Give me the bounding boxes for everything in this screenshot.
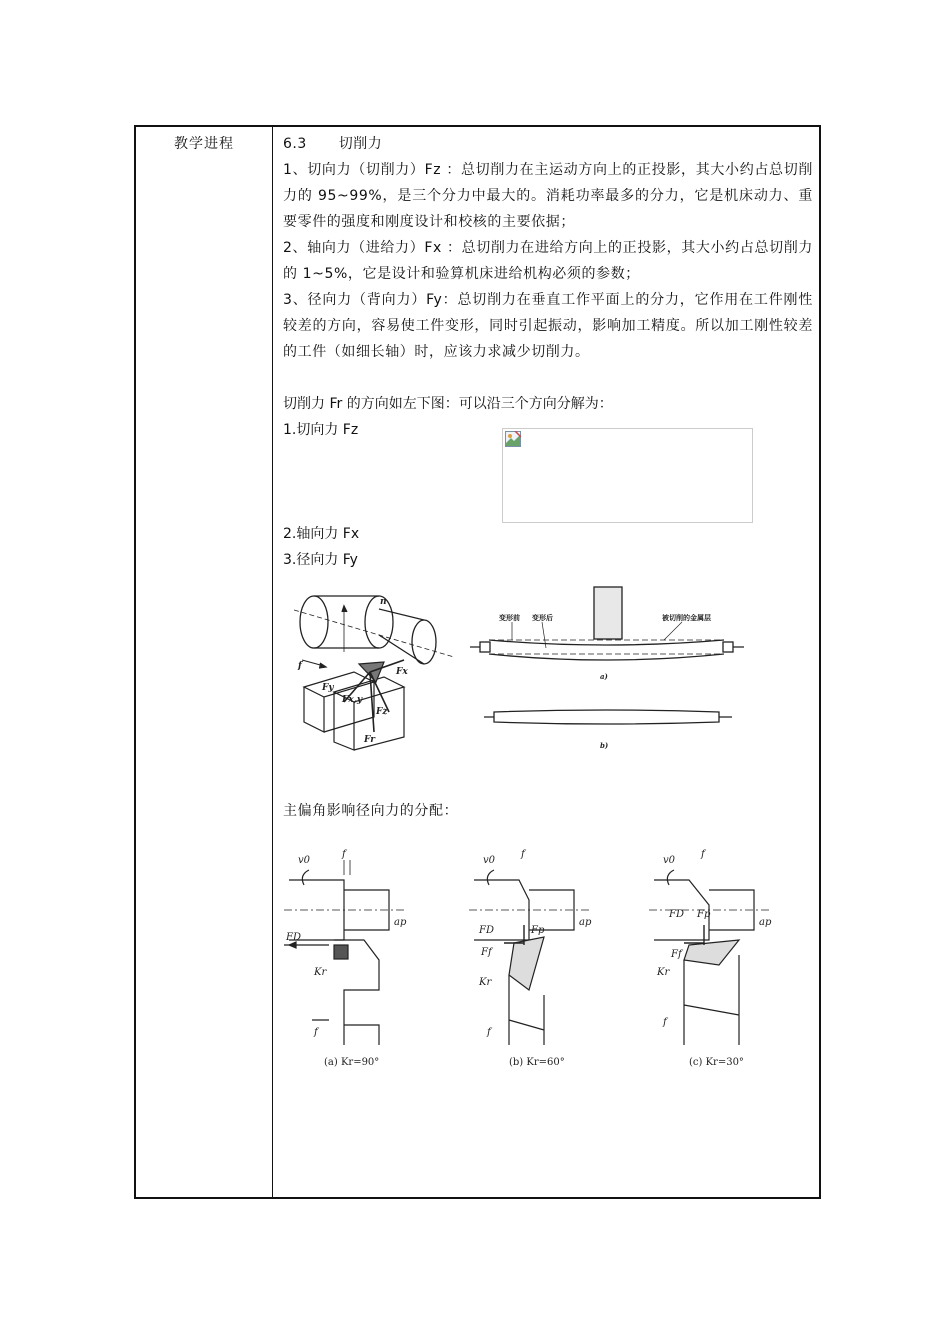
- b-ap: ap: [579, 917, 592, 928]
- a-fd: FD: [286, 932, 301, 943]
- cutting-force-figure: [284, 582, 754, 752]
- panel-a: [284, 849, 407, 1068]
- label-sub-b: b): [600, 741, 609, 750]
- component-3: 3.径向力 Fy: [283, 552, 358, 568]
- caption-a: (a) Kr=90°: [324, 1057, 380, 1068]
- b-fd: FD: [479, 925, 494, 936]
- column-divider: [272, 127, 273, 1197]
- section-heading: [283, 131, 813, 157]
- a-kr: Kr: [314, 967, 327, 978]
- tool-force-boxes: [302, 660, 404, 750]
- b-fp: Fp: [531, 925, 545, 936]
- label-before-deform: 变形前: [499, 614, 520, 622]
- section-number: 6.3: [283, 136, 307, 152]
- c-ap: ap: [759, 917, 772, 928]
- c-f2: f: [663, 1017, 667, 1028]
- label-n: n: [380, 597, 387, 607]
- a-v0: v0: [298, 855, 311, 866]
- c-fp: Fp: [697, 909, 711, 920]
- label-fz: Fz: [376, 707, 388, 717]
- label-fy: Fy: [322, 683, 334, 693]
- workpiece-3d: [294, 596, 454, 664]
- label-fr: Fr: [364, 735, 375, 745]
- broken-image-icon: [505, 431, 521, 447]
- label-fx: Fx: [396, 667, 408, 677]
- c-fd: FD: [669, 909, 684, 920]
- label-fxy: Fx,y: [342, 695, 363, 705]
- broken-image: [502, 428, 753, 523]
- deformation-a: [470, 587, 744, 660]
- a-f: f: [342, 849, 346, 860]
- deformation-b: [484, 710, 732, 724]
- a-ap: ap: [394, 917, 407, 928]
- paragraph-radial: 3、径向力（背向力）Fy：总切削力在垂直工作平面上的分力，它作用在工件刚性较差的方向，容易使工件变形，同时引起振动，影响加工精度。所以加工刚性较差的工件（如细长轴）时，应该力求减少切削力。: [283, 292, 813, 360]
- c-kr: Kr: [657, 967, 670, 978]
- intro-line: 切削力 Fr 的方向如左下图：可以沿三个方向分解为：: [283, 396, 613, 412]
- label-after-deform: 变形后: [532, 614, 553, 622]
- row-label: 教学进程: [174, 136, 234, 152]
- label-f: f: [298, 661, 302, 671]
- c-ff: Ff: [671, 949, 682, 960]
- b-kr: Kr: [479, 977, 492, 988]
- component-1: 1.切向力 Fz: [283, 422, 359, 438]
- approach-angle-figure: [284, 845, 784, 1075]
- c-v0: v0: [663, 855, 676, 866]
- caption-c: (c) Kr=30°: [689, 1057, 744, 1068]
- section-title: 切削力: [338, 136, 383, 152]
- paragraph-tangential: 1、切向力（切削力）Fz ：总切削力在主运动方向上的正投影，其大小约占总切削力的 95~99%，是三个分力中最大的。消耗功率最多的分力，它是机床动力、重要零件的强度和刚度设计和校核的主要依据；: [283, 162, 813, 230]
- label-sub-a: a): [600, 672, 608, 681]
- b-v0: v0: [483, 855, 496, 866]
- label-cut-layer: 被切削的金属层: [662, 614, 711, 622]
- component-2: 2.轴向力 Fx: [283, 526, 360, 542]
- caption-b: (b) Kr=60°: [509, 1057, 565, 1068]
- c-f: f: [701, 849, 705, 860]
- b-ff: Ff: [481, 947, 492, 958]
- panel-b: [469, 849, 592, 1068]
- paragraph-axial: 2、轴向力（进给力）Fx ：总切削力在进给方向上的正投影，其大小约占总切削力的 1~5%，它是设计和验算机床进给机构必须的参数；: [283, 240, 813, 282]
- a-f2: f: [314, 1027, 318, 1038]
- b-f: f: [521, 849, 525, 860]
- panel-c: [649, 849, 772, 1068]
- b-f2: f: [487, 1027, 491, 1038]
- lesson-table: [134, 125, 821, 1199]
- angle-caption: 主偏角影响径向力的分配：: [283, 803, 459, 819]
